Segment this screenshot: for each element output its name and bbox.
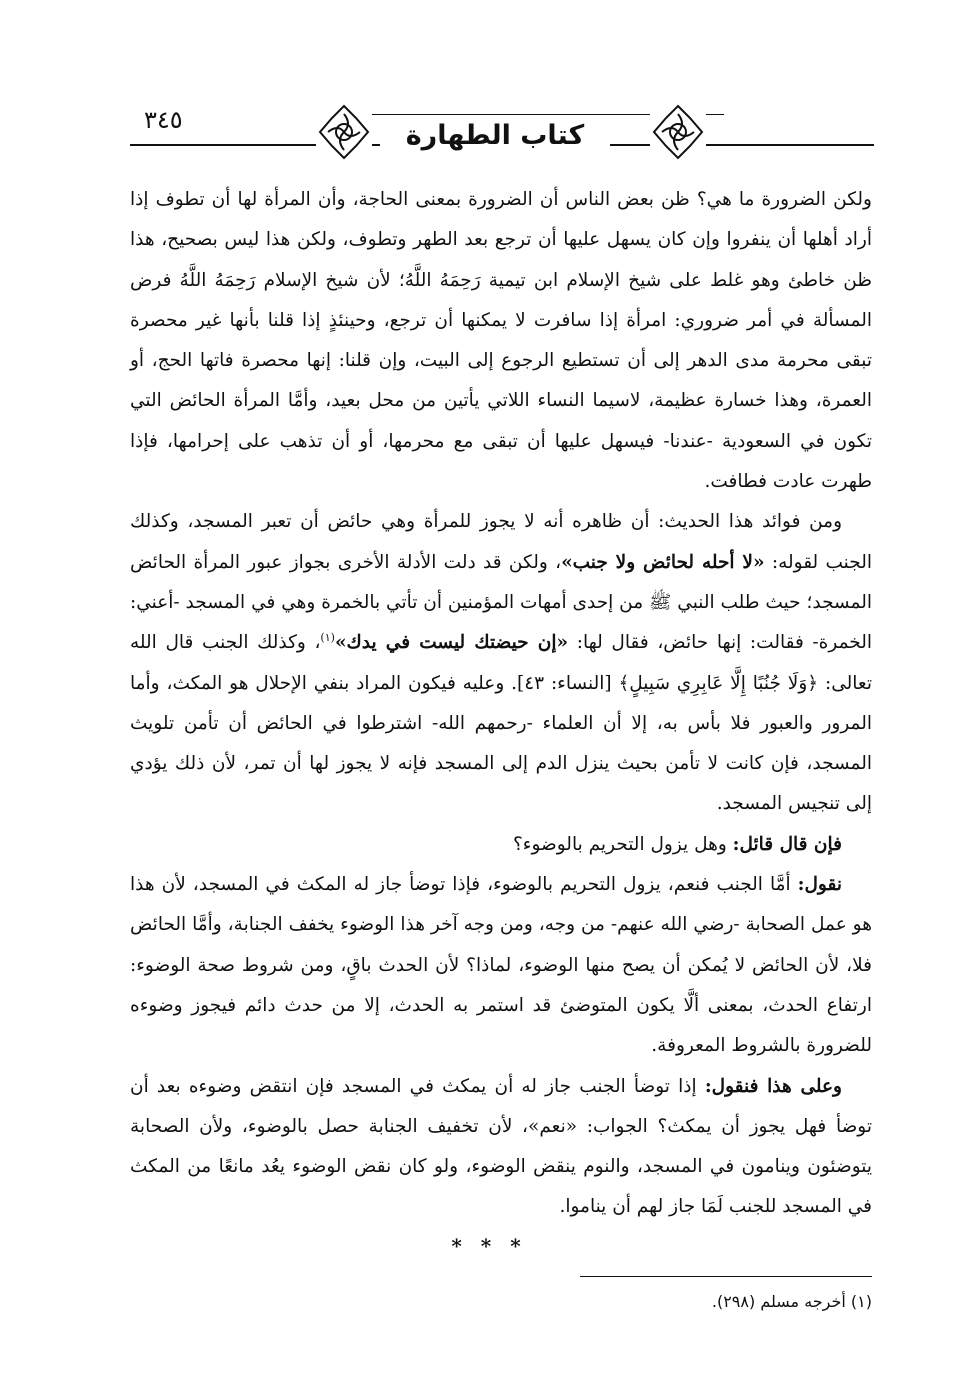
footnote-ref[interactable]: (١) <box>320 631 335 645</box>
paragraph-4 <box>130 865 872 1066</box>
main-text <box>130 180 872 1228</box>
page-header <box>130 98 874 178</box>
paragraph-5 <box>130 1067 872 1228</box>
book-title: كتاب الطهارة <box>380 120 610 151</box>
footnote-rule <box>580 1276 872 1277</box>
footnote: (١) أخرجه مسلم (٢٩٨). <box>711 1292 872 1311</box>
paragraph-3-text: وهل يزول التحريم بالوضوء؟ <box>512 833 733 855</box>
paragraph-4-text: أمَّا الجنب فنعم، يزول التحريم بالوضوء، فإذا توضأ جاز له المكث في المسجد، لأن هذا هو عمل الصحابة -رضي الله عنهم- من وجه، ومن وجه آخر هذا الوضوء يخفف الجنابة، وأمَّا الحائض فلا، لأن الحائض لا يُمكن أن يصح منها الوضوء، لماذا؟ لأن الحدث باقٍ، ومن شروط صحة الوضوء: ارتفاع الحدث، بمعنى ألَّا يكون المتوضئ قد استمر به الحدث، إلا من حدث دائم فيجوز وضوءه للضرورة بالشروط المعروفة. <box>130 874 872 1057</box>
page-number: ٣٤٥ <box>140 106 187 134</box>
hadith-quote-2: «إن حيضتك ليست في يدك» <box>334 632 569 654</box>
paragraph-2-part-c: ، وكذلك الجنب قال الله تعالى: ﴿وَلَا جُنُبًا إِلَّا عَابِرِي سَبِيلٍ﴾ [النساء: ٤٣]. وعليه فيكون المراد بنفي الإحلال هو المكث، وأما المرور والعبور فلا بأس به، إلا أن العلماء -رحمهم الله- اشترطوا في الحائض أن تأمن تلويث المسجد، فإن كانت لا تأمن بحيث ينزل الدم إلى المسجد فإنه لا يجوز لها أن تمر، لأن ذلك يؤدي إلى تنجيس المسجد. <box>130 632 872 815</box>
paragraph-2-part-a: ومن فوائد هذا الحديث: أن ظاهره أنه لا يجوز للمرأة وهي حائض أن تعبر المسجد، وكذلك الجنب لقوله: <box>130 511 872 573</box>
paragraph-3 <box>130 825 872 865</box>
hadith-quote: «لا أحله لحائض ولا جنب» <box>561 551 765 573</box>
ornament-left-icon <box>316 102 372 162</box>
section-separator: * * * <box>451 1234 527 1258</box>
ornament-right-icon <box>650 102 706 162</box>
paragraph-3-label: فإن قال قائل: <box>732 833 842 855</box>
paragraph-2-part-b: ، ولكن قد دلت الأدلة الأخرى بجواز عبور المرأة الحائض المسجد؛ حيث طلب النبي ﷺ من إحدى أمهات المؤمنين أن تأتي بالخمرة وهي في المسجد -أعني: الخمرة- فقالت: إنها حائض، فقال لها: <box>130 551 872 654</box>
paragraph-5-label: وعلى هذا فنقول: <box>704 1075 842 1097</box>
paragraph-4-label: نقول: <box>797 874 842 896</box>
paragraph-1: ولكن الضرورة ما هي؟ ظن بعض الناس أن الضرورة بمعنى الحاجة، وأن المرأة لها أن تطوف إذا أراد أهلها أن ينفروا وإن كان يسهل عليها أن ترجع بعد الطهر وتطوف، ولكن هذا ليس بصحيح، هذا ظن خاطئ وهو غلط على شيخ الإسلام ابن تيمية رَحِمَهُ اللَّهُ؛ لأن شيخ الإسلام رَحِمَهُ اللَّهُ فرض المسألة في أمر ضروري: امرأة إذا سافرت لا يمكنها أن ترجع، وحينئذٍ إذا قلنا بأنها غير محصرة تبقى محرمة مدى الدهر إلى أن تستطيع الرجوع إلى البيت، وإن قلنا: إنها محصرة فاتها الحج، أو العمرة، وهذا خسارة عظيمة، لاسيما النساء اللاتي يأتين من محل بعيد، وأمَّا المرأة الحائض التي تكون في السعودية -عندنا- فيسهل عليها أن تبقى مع محرمها، أو أن تذهب على إحرامها، فإذا طهرت عادت فطافت. <box>130 189 872 493</box>
paragraph-5-text: إذا توضأ الجنب جاز له أن يمكث في المسجد فإن انتقض وضوءه بعد أن توضأ فهل يجوز أن يمكث؟ الجواب: «نعم»، لأن تخفيف الجنابة حصل بالوضوء، ولأن الصحابة يتوضئون وينامون في المسجد، والنوم ينقض الوضوء، ولو كان نقض الوضوء يعُد مانعًا من المكث في المسجد للجنب لَمَا جاز لهم أن يناموا. <box>130 1075 872 1218</box>
paragraph-2 <box>130 502 872 824</box>
